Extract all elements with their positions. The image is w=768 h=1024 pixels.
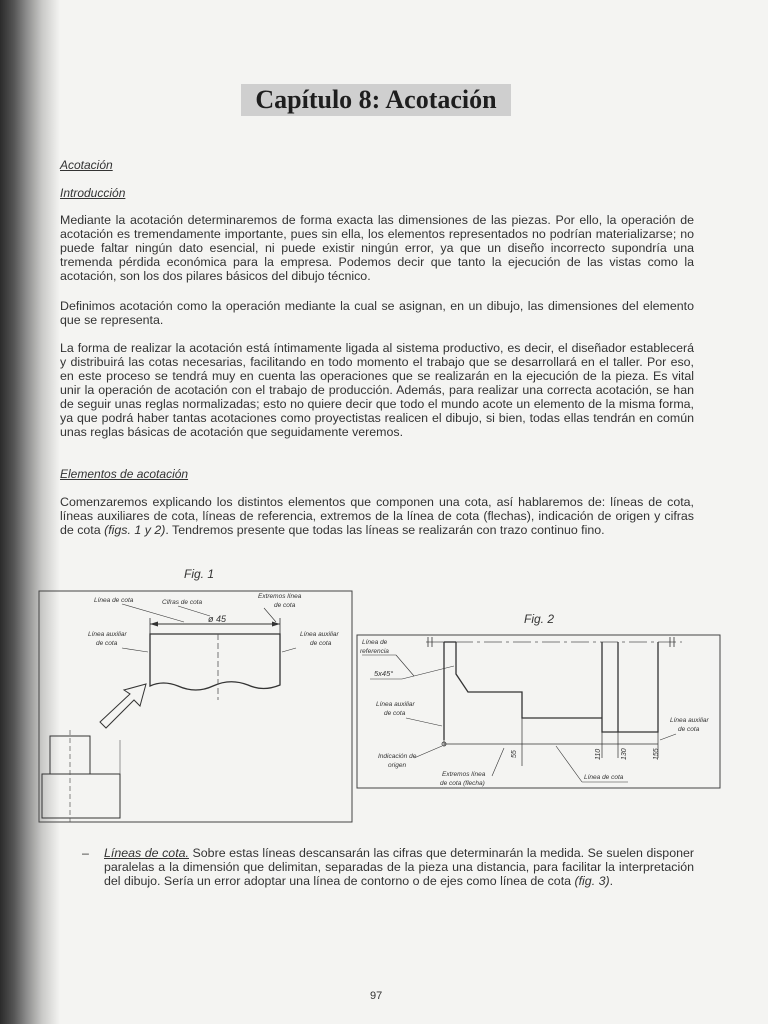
bullet-lineas-de-cota	[104, 846, 694, 888]
paragraph-intro-3: La forma de realizar la acotación está íntimamente ligada al sistema productivo, es decir, el diseñador establecerá y distribuirá las cotas necesarias, facilitando en todo momento el trabajo que se desarrollará en el taller. Por eso, en este proceso se tendrá muy en cuenta las operaciones que se realizarán en la ejecución de la pieza. Es vital unir la operación de acotación con el trabajo de producción. Además, para realizar una correcta acotación, se han de seguir unas reglas normalizadas; esto no quiere decir que todo el mundo acote un elemento de la misma forma, ya que podrá haber tantas acotaciones como proyectistas realicen el dibujo, si bien, todas ellas tendrán en común unas reglas básicas de acotación que seguidamente veremos.	[60, 341, 694, 439]
fig1-outline-arrow	[100, 684, 146, 728]
fig2-dim-55: 55	[511, 750, 518, 758]
bullet-term: Líneas de cota.	[104, 846, 189, 860]
fig2-aux-right-label-2: de cota	[678, 726, 700, 733]
fig2-dim-110: 110	[595, 748, 602, 760]
fig1-piece	[150, 634, 280, 690]
section-heading-introduccion: Introducción	[60, 186, 126, 200]
fig1-leader-aux-right	[282, 648, 296, 652]
fig1-frame	[39, 591, 352, 822]
fig1-aux-left-label-1: Línea auxiliar	[88, 631, 127, 638]
fig2-aux-label-1: Línea auxiliar	[376, 701, 415, 708]
fig2-chamfer-label: 5x45°	[374, 669, 394, 678]
fig1-aux-right-label-1: Línea auxiliar	[300, 631, 339, 638]
fig1-label: Fig. 1	[184, 567, 215, 581]
fig1-arrow-right	[272, 622, 280, 627]
fig1-linea-cota-label: Línea de cota	[94, 597, 134, 604]
fig2-referencia-label-1: Línea de	[362, 639, 388, 646]
fig2-drawing	[356, 634, 722, 790]
bullet-end: .	[609, 874, 614, 888]
fig1-leader-aux-left	[122, 648, 148, 652]
fig1-extremos-label-2: de cota	[274, 602, 296, 609]
fig1-cifras-label: Cifras de cota	[162, 599, 203, 606]
bullet-text: Sobre estas líneas descansarán las cifras que determinarán la medida. Se suelen disponer paralelas a la dimensión que delimitan, separadas de la pieza una distancia, para facilitar la interpretación del dibujo. Sería un error adoptar una línea de contorno o de ejes como línea de cota	[104, 846, 694, 888]
paragraph-elementos	[60, 495, 694, 537]
bullet-fig-ref: (fig. 3)	[574, 874, 610, 888]
fig2-dim-130: 130	[621, 748, 628, 760]
section-heading-elementos: Elementos de acotación	[60, 467, 189, 481]
fig2-extremos-label-2: de cota (flecha)	[440, 780, 485, 787]
fig1-extremos-label-1: Extremos línea	[258, 593, 302, 600]
fig1-leader-cifras	[178, 606, 210, 616]
elementos-text-after: . Tendremos presente que todas las líneas se realizarán con trazo continuo fino.	[165, 523, 605, 537]
fig2-aux-right-label-1: Línea auxiliar	[670, 717, 709, 724]
fig2-extremos-label-1: Extremos línea	[442, 771, 486, 778]
fig2-referencia-label-2: referencia	[360, 648, 389, 655]
book-spine-shadow	[0, 0, 60, 1024]
paragraph-intro-1: Mediante la acotación determinaremos de forma exacta las dimensiones de las piezas. Por ello, la operación de acotación es tremendamente importante, pues sin ella, los elementos representados no podrían materializarse; no puede faltar ningún dato esencial, ni puede existir ningún error, ya que un diseño incorrecto supondría una tremenda pérdida económica para la empresa. Podemos decir que tanto la ejecución de las vistas como la acotación, son los dos pilares básicos del dibujo técnico.	[60, 213, 694, 283]
fig2-origen-label-2: origen	[388, 762, 407, 769]
fig1-small-part-bottom	[42, 774, 120, 818]
fig2-label: Fig. 2	[524, 612, 555, 626]
chapter-title: Capítulo 8: Acotación	[241, 84, 511, 116]
fig2-dim-155: 155	[653, 748, 660, 760]
section-heading-acotacion: Acotación	[60, 158, 113, 172]
fig1-drawing	[38, 590, 354, 824]
fig2-piece-profile	[444, 642, 658, 740]
fig2-linea-cota-label: Línea de cota	[584, 774, 624, 781]
bullet-dash: –	[82, 846, 89, 860]
fig2-aux-label-2: de cota	[384, 710, 406, 717]
paragraph-intro-2: Definimos acotación como la operación mediante la cual se asignan, en un dibujo, las dimensiones del elemento que se representa.	[60, 299, 694, 327]
fig2-origen-label-1: Indicación de	[378, 753, 417, 760]
fig2-frame	[357, 635, 720, 788]
fig1-dimension-value: ø 45	[208, 614, 227, 624]
fig1-aux-left-label-2: de cota	[96, 640, 118, 647]
fig1-arrow-left	[150, 622, 158, 627]
elementos-text-before: Comenzaremos explicando los distintos elementos que componen una cota, así hablaremos de: líneas de cota, líneas auxiliares de cota, líneas de referencia, extremos de la línea de cota (flechas), indicación de origen y cifras de cota	[60, 495, 694, 537]
fig1-aux-right-label-2: de cota	[310, 640, 332, 647]
elementos-figs-ref: (figs. 1 y 2)	[104, 523, 166, 537]
fig1-leader-linea	[122, 604, 184, 622]
page-number: 97	[370, 990, 383, 1002]
fig1-leader-extremos	[264, 608, 276, 622]
